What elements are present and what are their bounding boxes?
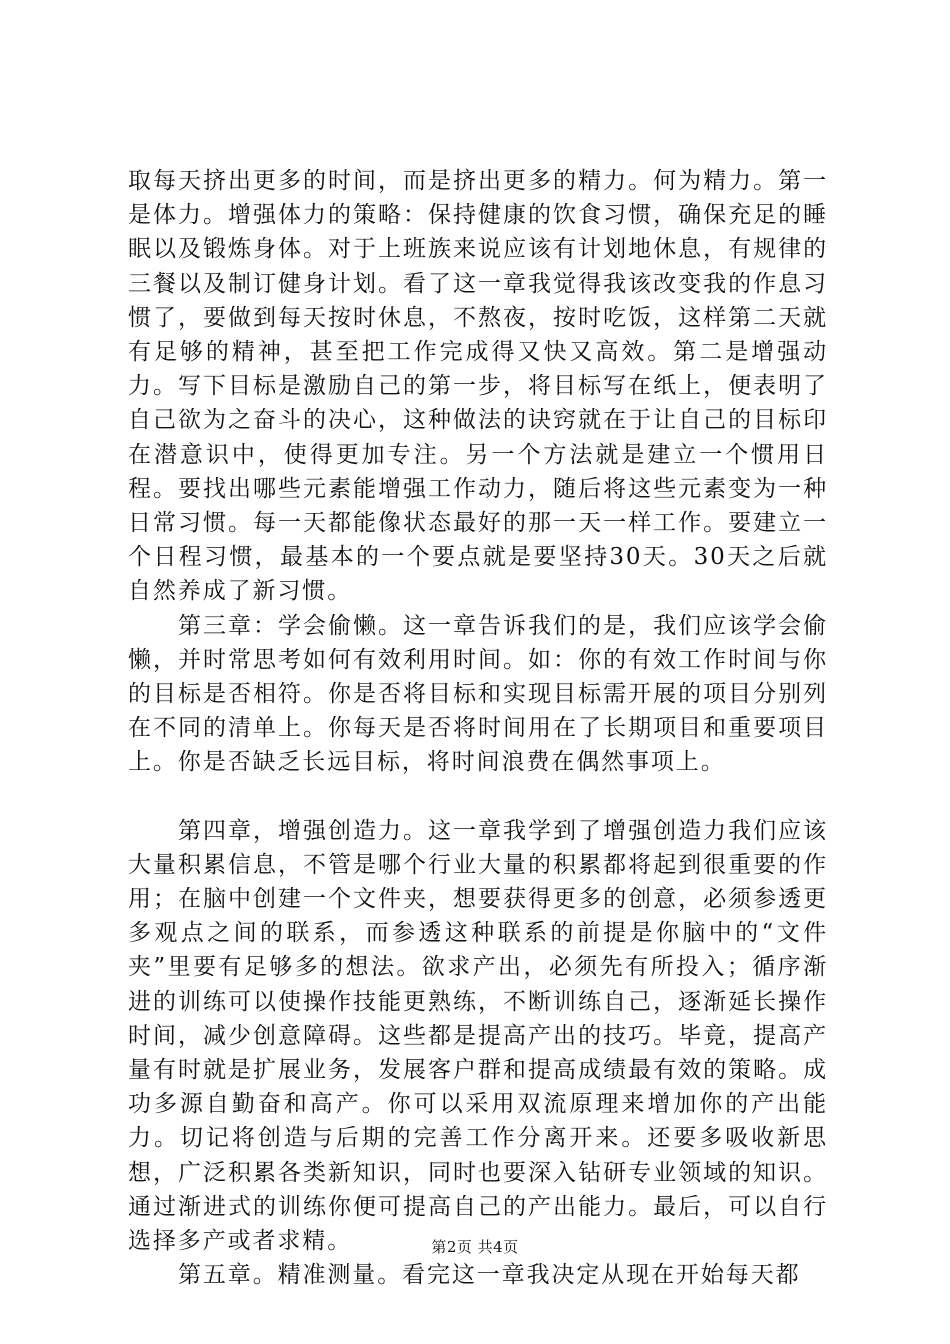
paragraph-chapter-four: 第四章，增强创造力。这一章我学到了增强创造力我们应该大量积累信息，不管是哪个行业大量的积累都将起到很重要的作用；在脑中创建一个文件夹，想要获得更多的创意，必须参透更多观点之间的联系，而参透这种联系的前提是你脑中的“文件夹”里要有足够多的想法。欲求产出，必须先有所投入；循序渐进的训练可以使操作技能更熟练，不断训练自己，逐渐延长操作时间，减少创意障碍。这些都是提高产出的技巧。毕竟，提高产量有时就是扩展业务，发展客户群和提高成绩最有效的策略。成功多源自勤奋和高产。你可以采用双流原理来增加你的产出能力。切记将创造与后期的完善工作分离开来。还要多吸收新思想，广泛积累各类新知识，同时也要深入钻研专业领域的知识。通过渐进式的训练你便可提高自己的产出能力。最后，可以自行选择多产或者求精。 (128, 817, 828, 1255)
paragraph-chapter-five: 第五章。精准测量。看完这一章我决定从现在开始每天都 (178, 1262, 801, 1289)
page-number-footer: 第2页 共4页 (431, 1238, 519, 1256)
document-body (128, 164, 828, 1293)
paragraph-chapter-three: 第三章：学会偷懒。这一章告诉我们的是，我们应该学会偷懒，并时常思考如何有效利用时间。如：你的有效工作时间与你的目标是否相符。你是否将目标和实现目标需开展的项目分别列在不同的清单上。你每天是否将时间用在了长期项目和重要项目上。你是否缺乏长远目标，将时间浪费在偶然事项上。 (128, 612, 828, 776)
paragraph-chapter-two-continued: 取每天挤出更多的时间，而是挤出更多的精力。何为精力。第一是体力。增强体力的策略：保持健康的饮食习惯，确保充足的睡眠以及锻炼身体。对于上班族来说应该有计划地休息，有规律的三餐以及制订健身计划。看了这一章我觉得我该改变我的作息习惯了，要做到每天按时休息，不熬夜，按时吃饭，这样第二天就有足够的精神，甚至把工作完成得又快又高效。第二是增强动力。写下目标是激励自己的第一步，将目标写在纸上，便表明了自己欲为之奋斗的决心，这种做法的诀窍就在于让自己的目标印在潜意识中，使得更加专注。另一个方法就是建立一个惯用日程。要找出哪些元素能增强工作动力，随后将这些元素变为一种日常习惯。每一天都能像状态最好的那一天一样工作。要建立一个日程习惯，最基本的一个要点就是要坚持30天。30天之后就自然养成了新习惯。 (128, 168, 828, 605)
